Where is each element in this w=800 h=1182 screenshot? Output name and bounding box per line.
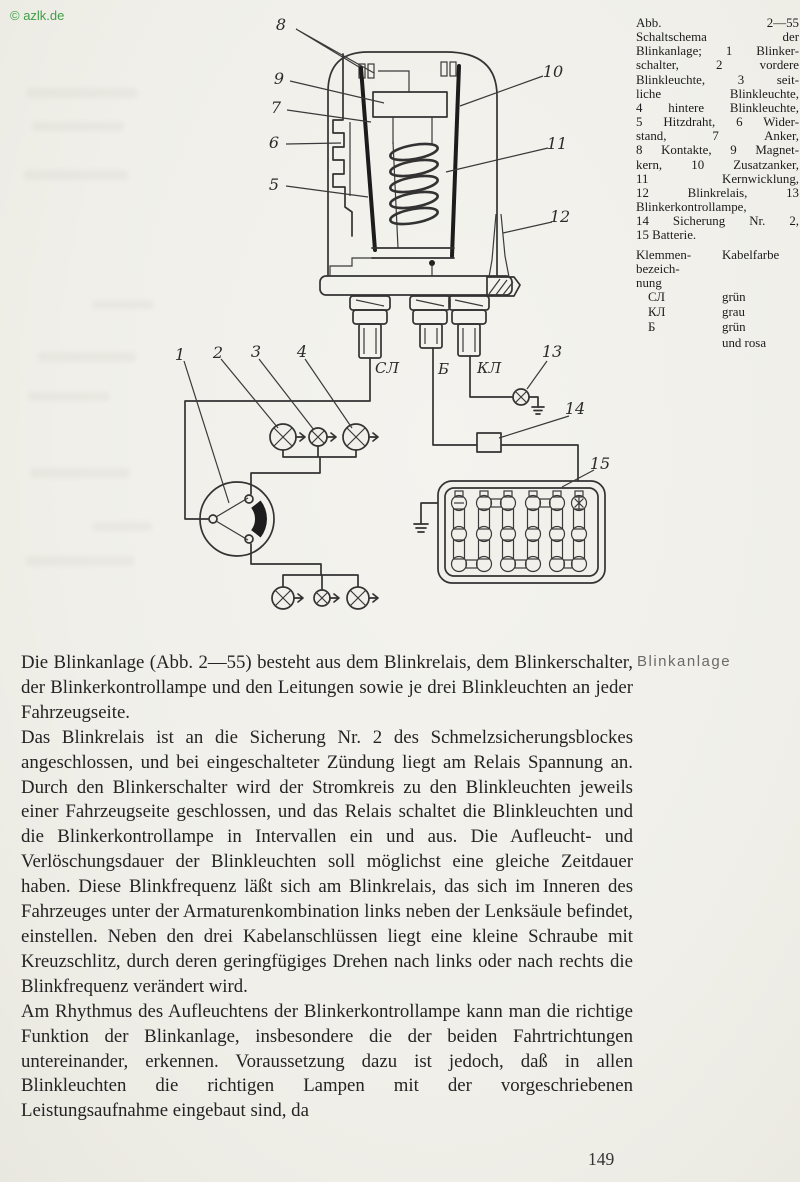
turn-signal-switch bbox=[200, 482, 274, 556]
wire-color: und rosa bbox=[722, 335, 767, 350]
callout-4: 4 bbox=[296, 342, 308, 361]
callout-2: 2 bbox=[212, 343, 224, 362]
fuse-block bbox=[438, 481, 605, 583]
caption-line: Blinkerkontrollampe, bbox=[636, 200, 747, 215]
blinker-lamps-bottom-row bbox=[272, 587, 378, 609]
legend-row bbox=[636, 336, 799, 351]
caption-line: 12 Blinkrelais, 13 bbox=[636, 185, 799, 200]
body-text bbox=[21, 651, 633, 1124]
terminal-label-kl: КЛ bbox=[477, 359, 502, 377]
caption-line: 4 hintere Blinkleuchte, bbox=[636, 100, 799, 115]
caption-line: stand, 7 Anker, bbox=[636, 129, 799, 144]
legend-row bbox=[636, 290, 799, 305]
watermark: © azlk.de bbox=[10, 8, 65, 23]
caption-line: Abb. 2—55 bbox=[636, 16, 799, 30]
terminal-code: Б bbox=[648, 320, 656, 335]
relay-base bbox=[372, 248, 454, 276]
caption-line: kern, 10 Zusatzanker, bbox=[636, 157, 799, 172]
terminal-code: СЛ bbox=[648, 289, 666, 304]
callout-10: 10 bbox=[542, 62, 564, 81]
caption-line: Blinkanlage; 1 Blinker- bbox=[636, 44, 799, 59]
wire-color: grün bbox=[722, 320, 746, 335]
auxiliary-armature-bar bbox=[452, 66, 459, 256]
terminal-code bbox=[636, 336, 722, 351]
wire-color: grau bbox=[722, 305, 745, 320]
caption-line: 15 Batterie. bbox=[636, 228, 697, 243]
magnet-core bbox=[373, 71, 447, 144]
contact-pair-icon bbox=[359, 62, 456, 78]
caption-line: 5 Hitzdraht, 6 Wider- bbox=[636, 115, 799, 130]
callout-15: 15 bbox=[589, 454, 611, 473]
callout-9: 9 bbox=[273, 69, 285, 88]
callout-13: 13 bbox=[541, 342, 563, 361]
terminal-label-sl: СЛ bbox=[375, 359, 399, 377]
caption-line: 11 Kernwicklung, bbox=[636, 171, 799, 186]
callout-7: 7 bbox=[270, 98, 282, 117]
caption-line: 8 Kontakte, 9 Magnet- bbox=[636, 143, 799, 158]
figure-caption bbox=[636, 16, 799, 351]
callout-1: 1 bbox=[174, 345, 186, 364]
indicator-lamp bbox=[513, 389, 529, 405]
callout-12: 12 bbox=[549, 207, 571, 226]
legend-header-left: bezeich- bbox=[636, 261, 680, 276]
mounting-bracket bbox=[487, 214, 520, 296]
terminal-label-b: Б bbox=[438, 360, 450, 378]
callout-11: 11 bbox=[546, 134, 568, 153]
caption-line: liche Blinkleuchte, bbox=[636, 86, 799, 101]
paragraph: Das Blinkrelais ist an die Sicherung Nr. 2 des Schmelzsicherungsblockes angeschlossen, und bei eingeschalteter Zündung liegt am Relais Spannung an. Durch den Blinkerschalter wird der Stromkreis zu den Blinkleuchten jeweils einer Fahrzeugseite geschlossen, und das Relais schaltet die Blinkleuchten und die Blinkerkontrollampe in Intervallen ein und aus. Die Aufleucht- und Verlöschungsdauer der Blinkleuchten soll möglichst eine gleiche Zeitdauer haben. Diese Blinkfrequenz läßt sich am Blinkrelais, das sich im Inneren des Fahrzeuges unter der Armaturenkombination links neben der Lenksäule befindet, einstellen. Neben den drei Kabelanschlüssen liegt eine kleine Schraube mit Kreuzschlitz, durch deren geringfügiges Drehen nach links oder nach rechts die Blinkfrequenz verändert wird. bbox=[21, 726, 633, 997]
wire-color: grün bbox=[722, 289, 746, 304]
page-number: 149 bbox=[588, 1149, 615, 1169]
caption-line: 14 Sicherung Nr. 2, bbox=[636, 214, 799, 229]
terminal-bolts bbox=[350, 296, 489, 358]
legend-row bbox=[636, 320, 799, 335]
wire-color-legend bbox=[636, 248, 799, 351]
paragraph: Die Blinkanlage (Abb. 2—55) besteht aus dem Blinkrelais, dem Blinkerschalter, der Blinkerkontrollampe und den Leitungen sowie je drei Blinkleuchten an jeder Fahrzeugseite. bbox=[21, 652, 633, 723]
terminal-code: КЛ bbox=[648, 305, 666, 320]
blinker-lamps-top-row bbox=[270, 424, 378, 450]
caption-line: schalter, 2 vordere bbox=[636, 58, 799, 73]
callout-3: 3 bbox=[250, 342, 262, 361]
fuse bbox=[477, 433, 501, 452]
legend-header-left: nung bbox=[636, 275, 662, 290]
callout-6: 6 bbox=[268, 133, 280, 152]
paragraph: Am Rhythmus des Aufleuchtens der Blinkerkontrollampe kann man die richtige Funktion der Blinkanlage, insbesondere die der beiden Fahrtrichtungen untereinander, erkennen. Voraussetzung dazu ist jedoch, daß in allen Blinkleuchten die richtigen Lampen mit der vorgeschriebenen Leistungsaufnahme eingebaut sind, da bbox=[21, 1000, 633, 1122]
caption-line: Blinkleuchte, 3 seit- bbox=[636, 72, 799, 87]
legend-row bbox=[636, 305, 799, 320]
resistor bbox=[333, 54, 352, 236]
legend-header-right: Kabelfarbe bbox=[722, 247, 780, 262]
caption-line: Schaltschema der bbox=[636, 30, 799, 45]
callout-5: 5 bbox=[268, 175, 280, 194]
legend-header-left: Klemmen- bbox=[636, 247, 692, 262]
callout-leader-lines bbox=[184, 29, 594, 503]
callout-8: 8 bbox=[275, 15, 287, 34]
coil bbox=[389, 141, 439, 248]
margin-note: Blinkanlage bbox=[637, 653, 732, 670]
callout-14: 14 bbox=[564, 399, 586, 418]
